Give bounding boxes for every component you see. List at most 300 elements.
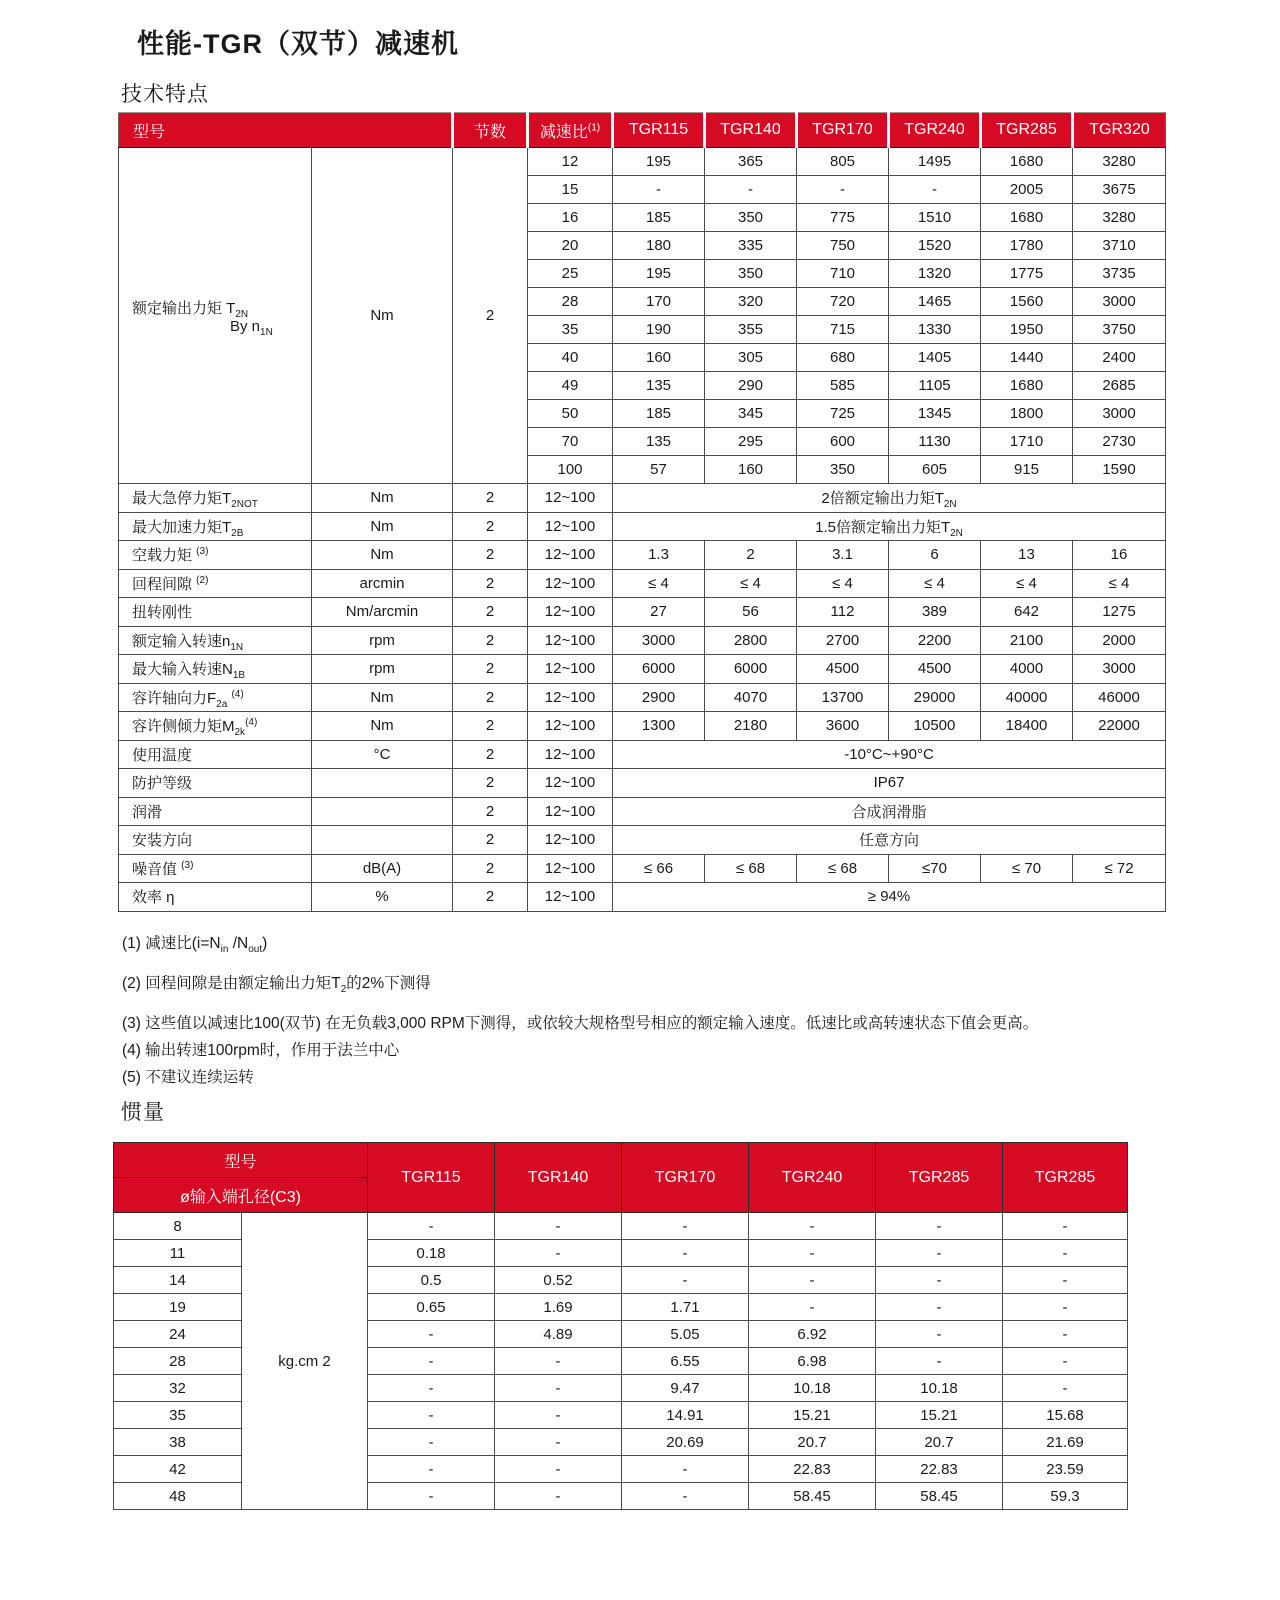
value-cell: 3710 — [1073, 232, 1166, 260]
value-cell: 1345 — [889, 400, 981, 428]
unit-cell: rpm — [312, 655, 453, 684]
value-cell: 180 — [613, 232, 705, 260]
inertia-value-cell: 20.7 — [749, 1429, 876, 1456]
value-cell: 185 — [613, 204, 705, 232]
value-cell: 305 — [705, 344, 797, 372]
value-cell: 6000 — [705, 655, 797, 684]
footnote-3: (3) 这些值以减速比100(双节) 在无负载3,000 RPM下测得，或依较大规格型号相应的额定输入速度。低速比或高转速状态下值会更高。 — [122, 1015, 1039, 1032]
value-cell: 2400 — [1073, 344, 1166, 372]
value-cell: ≤ 70 — [981, 854, 1073, 883]
value-cell: ≤ 66 — [613, 854, 705, 883]
value-cell: 13700 — [797, 683, 889, 712]
value-cell: - — [613, 176, 705, 204]
value-cell: 1800 — [981, 400, 1073, 428]
inertia-value-cell: 0.52 — [495, 1267, 622, 1294]
value-cell: 1950 — [981, 316, 1073, 344]
ratio-cell: 25 — [528, 260, 613, 288]
value-cell: 3280 — [1073, 148, 1166, 176]
value-cell: 29000 — [889, 683, 981, 712]
value-cell: 1780 — [981, 232, 1073, 260]
spec-label: 使用温度 — [119, 740, 312, 769]
column-header-ratio: 减速比$^{(1)}$ — [528, 113, 613, 148]
unit-cell — [312, 797, 453, 826]
merged-value-cell: 2倍额定输出力矩$T_{2N}$ — [613, 484, 1166, 513]
bore-cell: 48 — [114, 1483, 242, 1510]
value-cell: 195 — [613, 260, 705, 288]
inertia-value-cell: 23.59 — [1003, 1456, 1128, 1483]
stages-cell: 2 — [453, 740, 528, 769]
value-cell: 4000 — [981, 655, 1073, 684]
value-cell: ≤ 4 — [705, 569, 797, 598]
value-cell: 4500 — [797, 655, 889, 684]
bore-cell: 32 — [114, 1375, 242, 1402]
value-cell: 1.3 — [613, 541, 705, 570]
unit-cell: Nm — [312, 541, 453, 570]
value-cell: 3675 — [1073, 176, 1166, 204]
bore-cell: 38 — [114, 1429, 242, 1456]
value-cell: ≤ 4 — [797, 569, 889, 598]
value-cell: 1520 — [889, 232, 981, 260]
inertia-column-header-tgr170-2: TGR170 — [622, 1143, 749, 1213]
value-cell: 715 — [797, 316, 889, 344]
inertia-value-cell: - — [495, 1456, 622, 1483]
inertia-value-cell: 4.89 — [495, 1321, 622, 1348]
ratio-cell: 12~100 — [528, 626, 613, 655]
value-cell: 1680 — [981, 148, 1073, 176]
spec-label: 容许侧倾力矩$M_{2k}^{(4)}$ — [119, 712, 312, 741]
value-cell: 1710 — [981, 428, 1073, 456]
value-cell: 16 — [1073, 541, 1166, 570]
ratio-cell: 12~100 — [528, 854, 613, 883]
inertia-value-cell: - — [368, 1456, 495, 1483]
stages-cell: 2 — [453, 683, 528, 712]
bore-cell: 24 — [114, 1321, 242, 1348]
column-header-tgr170: TGR170 — [797, 113, 889, 148]
inertia-value-cell: 10.18 — [876, 1375, 1003, 1402]
ratio-cell: 12~100 — [528, 826, 613, 855]
value-cell: 350 — [705, 260, 797, 288]
value-cell: 775 — [797, 204, 889, 232]
bore-cell: 8 — [114, 1213, 242, 1240]
bore-cell: 28 — [114, 1348, 242, 1375]
value-cell: 2180 — [705, 712, 797, 741]
value-cell: 345 — [705, 400, 797, 428]
inertia-value-cell: - — [1003, 1348, 1128, 1375]
value-cell: 290 — [705, 372, 797, 400]
ratio-cell: 70 — [528, 428, 613, 456]
spec-label: 回程间隙 $^{(2)}$ — [119, 569, 312, 598]
inertia-value-cell: - — [368, 1213, 495, 1240]
value-cell: ≤ 68 — [797, 854, 889, 883]
spec-label: 安装方向 — [119, 826, 312, 855]
ratio-cell: 12~100 — [528, 883, 613, 912]
column-header-tgr140: TGR140 — [705, 113, 797, 148]
value-cell: 3735 — [1073, 260, 1166, 288]
page-title: 性能-TGR（双节）减速机 — [137, 29, 459, 59]
inertia-value-cell: - — [1003, 1267, 1128, 1294]
stages-cell: 2 — [453, 569, 528, 598]
footnote-4: (4) 输出转速100rpm时，作用于法兰中心 — [122, 1042, 400, 1059]
value-cell: 40000 — [981, 683, 1073, 712]
value-cell: 1680 — [981, 372, 1073, 400]
inertia-value-cell: - — [495, 1240, 622, 1267]
ratio-cell: 12~100 — [528, 512, 613, 541]
stages-cell: 2 — [453, 541, 528, 570]
value-cell: 27 — [613, 598, 705, 627]
spec-label: 最大输入转速$N_{1B}$ — [119, 655, 312, 684]
ratio-cell: 12~100 — [528, 598, 613, 627]
value-cell: 1680 — [981, 204, 1073, 232]
value-cell: 2100 — [981, 626, 1073, 655]
rated-torque-stages: 2 — [453, 148, 528, 484]
inertia-column-header-tgr285-4: TGR285 — [876, 1143, 1003, 1213]
inertia-value-cell: - — [1003, 1294, 1128, 1321]
value-cell: 3000 — [1073, 655, 1166, 684]
value-cell: 389 — [889, 598, 981, 627]
ratio-cell: 49 — [528, 372, 613, 400]
inertia-value-cell: - — [622, 1483, 749, 1510]
inertia-value-cell: 22.83 — [876, 1456, 1003, 1483]
stages-cell: 2 — [453, 512, 528, 541]
value-cell: ≤ 4 — [981, 569, 1073, 598]
inertia-header-bore: ø输入端孔径(C3) — [114, 1178, 368, 1213]
value-cell: 160 — [705, 456, 797, 484]
stages-cell: 2 — [453, 826, 528, 855]
value-cell: ≤ 4 — [889, 569, 981, 598]
inertia-column-header-tgr115-0: TGR115 — [368, 1143, 495, 1213]
column-header-tgr240: TGR240 — [889, 113, 981, 148]
value-cell: 135 — [613, 428, 705, 456]
inertia-value-cell: - — [876, 1321, 1003, 1348]
value-cell: 355 — [705, 316, 797, 344]
stages-cell: 2 — [453, 883, 528, 912]
value-cell: - — [705, 176, 797, 204]
rated-torque-label: 额定输出力矩 $T_{2N}$ By $n_{1N}$ — [119, 148, 312, 484]
ratio-cell: 12~100 — [528, 655, 613, 684]
unit-cell: Nm — [312, 512, 453, 541]
spec-label: 空载力矩 $^{(3)}$ — [119, 541, 312, 570]
inertia-value-cell: 20.7 — [876, 1429, 1003, 1456]
inertia-value-cell: - — [495, 1402, 622, 1429]
bore-cell: 42 — [114, 1456, 242, 1483]
value-cell: 600 — [797, 428, 889, 456]
inertia-value-cell: - — [622, 1456, 749, 1483]
merged-value-cell: 合成润滑脂 — [613, 797, 1166, 826]
value-cell: ≤ 4 — [1073, 569, 1166, 598]
stages-cell: 2 — [453, 484, 528, 513]
unit-cell: Nm — [312, 683, 453, 712]
inertia-value-cell: 58.45 — [749, 1483, 876, 1510]
value-cell: 2200 — [889, 626, 981, 655]
stages-cell: 2 — [453, 598, 528, 627]
value-cell: 1440 — [981, 344, 1073, 372]
unit-cell: Nm/arcmin — [312, 598, 453, 627]
inertia-value-cell: - — [495, 1213, 622, 1240]
inertia-value-cell: - — [368, 1375, 495, 1402]
inertia-value-cell: - — [495, 1483, 622, 1510]
inertia-value-cell: - — [749, 1267, 876, 1294]
inertia-value-cell: 14.91 — [622, 1402, 749, 1429]
footnotes — [122, 934, 1222, 1088]
spec-label: 额定输入转速$n_{1N}$ — [119, 626, 312, 655]
merged-value-cell: 1.5倍额定输出力矩$T_{2N}$ — [613, 512, 1166, 541]
spec-label: 最大急停力矩$T_{2NOT}$ — [119, 484, 312, 513]
value-cell: 2 — [705, 541, 797, 570]
bore-cell: 11 — [114, 1240, 242, 1267]
value-cell: 3000 — [613, 626, 705, 655]
inertia-value-cell: - — [876, 1213, 1003, 1240]
column-header-tgr115: TGR115 — [613, 113, 705, 148]
inertia-value-cell: - — [749, 1240, 876, 1267]
inertia-value-cell: - — [368, 1402, 495, 1429]
inertia-header-model: 型号 — [114, 1143, 368, 1178]
value-cell: 2685 — [1073, 372, 1166, 400]
value-cell: 1105 — [889, 372, 981, 400]
value-cell: 56 — [705, 598, 797, 627]
spec-label: 最大加速力矩$T_{2B}$ — [119, 512, 312, 541]
unit-cell: °C — [312, 740, 453, 769]
ratio-cell: 12~100 — [528, 683, 613, 712]
value-cell: 3.1 — [797, 541, 889, 570]
value-cell: 160 — [613, 344, 705, 372]
value-cell: 2800 — [705, 626, 797, 655]
section-tech-heading: 技术特点 — [121, 83, 209, 106]
inertia-value-cell: - — [495, 1348, 622, 1375]
spec-label: 效率 η — [119, 883, 312, 912]
inertia-value-cell: 15.21 — [876, 1402, 1003, 1429]
inertia-value-cell: - — [876, 1294, 1003, 1321]
value-cell: 1300 — [613, 712, 705, 741]
inertia-value-cell: 10.18 — [749, 1375, 876, 1402]
inertia-value-cell: 58.45 — [876, 1483, 1003, 1510]
value-cell: 195 — [613, 148, 705, 176]
column-header-model: 型号 — [119, 113, 453, 148]
value-cell: 1330 — [889, 316, 981, 344]
spec-label: 扭转刚性 — [119, 598, 312, 627]
inertia-column-header-tgr285-5: TGR285 — [1003, 1143, 1128, 1213]
ratio-cell: 50 — [528, 400, 613, 428]
inertia-value-cell: 0.5 — [368, 1267, 495, 1294]
value-cell: 3280 — [1073, 204, 1166, 232]
value-cell: 915 — [981, 456, 1073, 484]
unit-cell: Nm — [312, 712, 453, 741]
value-cell: 1405 — [889, 344, 981, 372]
ratio-cell: 15 — [528, 176, 613, 204]
inertia-value-cell: - — [749, 1213, 876, 1240]
inertia-value-cell: 6.55 — [622, 1348, 749, 1375]
inertia-unit-cell: kg.cm 2 — [242, 1213, 368, 1510]
inertia-value-cell: - — [622, 1240, 749, 1267]
value-cell: ≤70 — [889, 854, 981, 883]
merged-value-cell: -10°C~+90°C — [613, 740, 1166, 769]
value-cell: 642 — [981, 598, 1073, 627]
value-cell: 6 — [889, 541, 981, 570]
column-header-tgr285: TGR285 — [981, 113, 1073, 148]
value-cell: 2000 — [1073, 626, 1166, 655]
value-cell: - — [797, 176, 889, 204]
value-cell: ≤ 68 — [705, 854, 797, 883]
value-cell: 1320 — [889, 260, 981, 288]
value-cell: 605 — [889, 456, 981, 484]
inertia-value-cell: 9.47 — [622, 1375, 749, 1402]
tech-specs-table — [118, 112, 1166, 912]
value-cell: ≤ 72 — [1073, 854, 1166, 883]
inertia-column-header-tgr140-1: TGR140 — [495, 1143, 622, 1213]
inertia-value-cell: 59.3 — [1003, 1483, 1128, 1510]
value-cell: 750 — [797, 232, 889, 260]
inertia-value-cell: 0.18 — [368, 1240, 495, 1267]
inertia-value-cell: - — [749, 1294, 876, 1321]
unit-cell — [312, 769, 453, 798]
ratio-cell: 35 — [528, 316, 613, 344]
inertia-value-cell: - — [368, 1348, 495, 1375]
inertia-value-cell: 5.05 — [622, 1321, 749, 1348]
value-cell: 320 — [705, 288, 797, 316]
inertia-value-cell: - — [876, 1348, 1003, 1375]
bore-cell: 19 — [114, 1294, 242, 1321]
value-cell: 1510 — [889, 204, 981, 232]
ratio-cell: 12~100 — [528, 797, 613, 826]
inertia-value-cell: 15.21 — [749, 1402, 876, 1429]
ratio-cell: 12~100 — [528, 569, 613, 598]
value-cell: 710 — [797, 260, 889, 288]
value-cell: 190 — [613, 316, 705, 344]
value-cell: 4500 — [889, 655, 981, 684]
ratio-cell: 12~100 — [528, 541, 613, 570]
footnote-5: (5) 不建议连续运转 — [122, 1069, 254, 1086]
stages-cell: 2 — [453, 854, 528, 883]
merged-value-cell: 任意方向 — [613, 826, 1166, 855]
unit-cell: arcmin — [312, 569, 453, 598]
column-header-stages: 节数 — [453, 113, 528, 148]
stages-cell: 2 — [453, 655, 528, 684]
value-cell: 1495 — [889, 148, 981, 176]
value-cell: 112 — [797, 598, 889, 627]
inertia-value-cell: - — [876, 1267, 1003, 1294]
bore-cell: 35 — [114, 1402, 242, 1429]
value-cell: 2900 — [613, 683, 705, 712]
merged-value-cell: IP67 — [613, 769, 1166, 798]
value-cell: 295 — [705, 428, 797, 456]
value-cell: 350 — [797, 456, 889, 484]
value-cell: 1560 — [981, 288, 1073, 316]
value-cell: 4070 — [705, 683, 797, 712]
stages-cell: 2 — [453, 769, 528, 798]
inertia-value-cell: 15.68 — [1003, 1402, 1128, 1429]
value-cell: 22000 — [1073, 712, 1166, 741]
inertia-value-cell: - — [495, 1375, 622, 1402]
inertia-table — [113, 1142, 1128, 1510]
spec-label: 防护等级 — [119, 769, 312, 798]
ratio-cell: 28 — [528, 288, 613, 316]
value-cell: 13 — [981, 541, 1073, 570]
inertia-value-cell: 21.69 — [1003, 1429, 1128, 1456]
spec-label: 噪音值 $^{(3)}$ — [119, 854, 312, 883]
rated-torque-unit: Nm — [312, 148, 453, 484]
inertia-value-cell: - — [1003, 1240, 1128, 1267]
unit-cell: % — [312, 883, 453, 912]
value-cell: 170 — [613, 288, 705, 316]
value-cell: 3600 — [797, 712, 889, 741]
inertia-value-cell: 1.71 — [622, 1294, 749, 1321]
unit-cell: rpm — [312, 626, 453, 655]
bore-cell: 14 — [114, 1267, 242, 1294]
value-cell: 725 — [797, 400, 889, 428]
value-cell: 3000 — [1073, 288, 1166, 316]
value-cell: 365 — [705, 148, 797, 176]
value-cell: 6000 — [613, 655, 705, 684]
inertia-value-cell: - — [622, 1213, 749, 1240]
ratio-cell: 20 — [528, 232, 613, 260]
value-cell: 135 — [613, 372, 705, 400]
stages-cell: 2 — [453, 626, 528, 655]
ratio-cell: 12 — [528, 148, 613, 176]
footnote-2: (2) 回程间隙是由额定输出力矩$T_2$的2%下测得 — [122, 975, 431, 996]
ratio-cell: 12~100 — [528, 740, 613, 769]
ratio-cell: 100 — [528, 456, 613, 484]
ratio-cell: 16 — [528, 204, 613, 232]
value-cell: 2005 — [981, 176, 1073, 204]
merged-value-cell: ≥ 94% — [613, 883, 1166, 912]
value-cell: 3000 — [1073, 400, 1166, 428]
value-cell: 18400 — [981, 712, 1073, 741]
value-cell: 1590 — [1073, 456, 1166, 484]
value-cell: 805 — [797, 148, 889, 176]
value-cell: ≤ 4 — [613, 569, 705, 598]
inertia-value-cell: - — [1003, 1375, 1128, 1402]
inertia-column-header-tgr240-3: TGR240 — [749, 1143, 876, 1213]
value-cell: 3750 — [1073, 316, 1166, 344]
inertia-value-cell: 1.69 — [495, 1294, 622, 1321]
value-cell: 335 — [705, 232, 797, 260]
footnote-1: (1) 减速比($i=N_{in}$ $/N_{out}$) — [122, 935, 268, 956]
value-cell: 720 — [797, 288, 889, 316]
unit-cell: dB(A) — [312, 854, 453, 883]
value-cell: 2700 — [797, 626, 889, 655]
inertia-value-cell: 0.65 — [368, 1294, 495, 1321]
value-cell: 1775 — [981, 260, 1073, 288]
inertia-value-cell: - — [1003, 1321, 1128, 1348]
value-cell: - — [889, 176, 981, 204]
ratio-cell: 40 — [528, 344, 613, 372]
unit-cell — [312, 826, 453, 855]
inertia-value-cell: - — [1003, 1213, 1128, 1240]
spec-label: 容许轴向力$F_{2a}$ $^{(4)}$ — [119, 683, 312, 712]
unit-cell: Nm — [312, 484, 453, 513]
value-cell: 350 — [705, 204, 797, 232]
inertia-value-cell: 6.98 — [749, 1348, 876, 1375]
inertia-value-cell: - — [622, 1267, 749, 1294]
value-cell: 2730 — [1073, 428, 1166, 456]
spec-label: 润滑 — [119, 797, 312, 826]
inertia-value-cell: - — [368, 1483, 495, 1510]
section-inertia-heading: 惯量 — [121, 1101, 165, 1124]
inertia-value-cell: 6.92 — [749, 1321, 876, 1348]
inertia-value-cell: - — [368, 1321, 495, 1348]
value-cell: 585 — [797, 372, 889, 400]
ratio-cell: 12~100 — [528, 712, 613, 741]
inertia-value-cell: 20.69 — [622, 1429, 749, 1456]
value-cell: 46000 — [1073, 683, 1166, 712]
inertia-value-cell: - — [876, 1240, 1003, 1267]
ratio-cell: 12~100 — [528, 484, 613, 513]
value-cell: 1130 — [889, 428, 981, 456]
stages-cell: 2 — [453, 712, 528, 741]
value-cell: 185 — [613, 400, 705, 428]
inertia-value-cell: - — [368, 1429, 495, 1456]
ratio-cell: 12~100 — [528, 769, 613, 798]
value-cell: 10500 — [889, 712, 981, 741]
